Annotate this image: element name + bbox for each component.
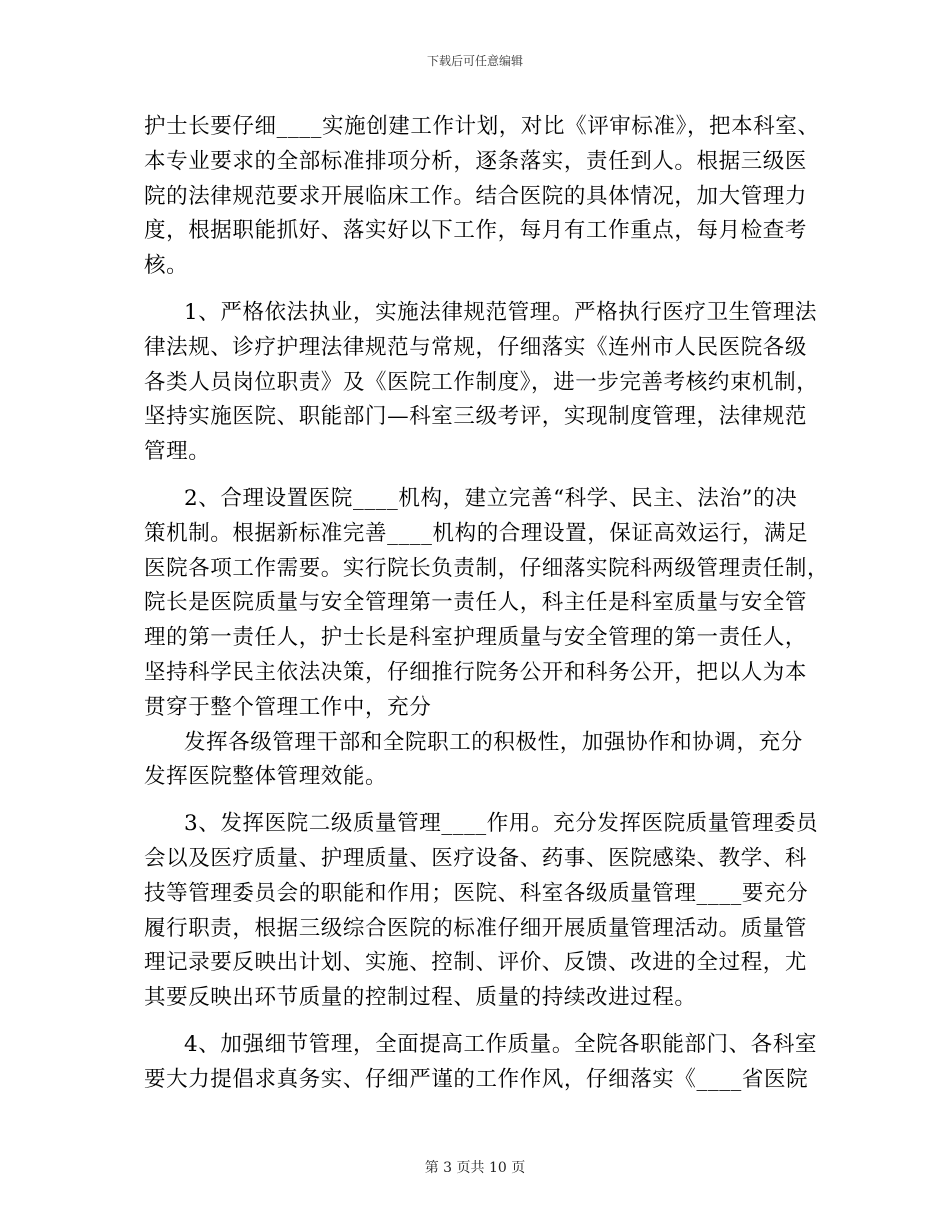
text-line: 院长是医院质量与安全管理第一责任人，科主任是科室质量与安全管 <box>144 590 808 616</box>
text-line: 护士长要仔细____实施创建工作计划，对比《评审标准》，把本科室、 <box>144 114 820 139</box>
paragraph-gap <box>144 470 806 482</box>
text-line: 2、合理设置医院____机构，建立完善“科学、民主、法治”的决 <box>184 485 798 511</box>
page-header: 下载后可任意编辑 <box>426 54 523 68</box>
text-line: 会以及医疗质量、护理质量、医疗设备、药事、医院感染、教学、科 <box>144 845 808 871</box>
text-line: 策机制。根据新标准完善____机构的合理设置，保证高效运行，满足 <box>144 520 809 546</box>
text-line: 律法规、诊疗护理法律规范与常规，仔细落实《连州市人民医院各级 <box>144 334 808 360</box>
text-line: 3、发挥医院二级质量管理____作用。充分发挥医院质量管理委员 <box>184 811 819 837</box>
text-line: 各类人员岗位职责》及《医院工作制度》，进一步完善考核约束机制， <box>144 369 819 395</box>
text-line: 坚持实施医院、职能部门—科室三级考评，实现制度管理，法律规范 <box>144 404 808 430</box>
text-line: 核。 <box>144 253 189 279</box>
text-line: 4、加强细节管理，全面提高工作质量。全院各职能部门、各科室 <box>184 1031 818 1057</box>
paragraph-gap <box>144 1016 806 1028</box>
text-line: 技等管理委员会的职能和作用；医院、科室各级质量管理____要充分 <box>144 880 809 906</box>
text-line: 院的法律规范要求开展临床工作。结合医院的具体情况，加大管理力 <box>144 183 808 209</box>
page-footer: 第 3 页共 10 页 <box>424 1160 526 1176</box>
text-line: 管理。 <box>144 439 211 465</box>
text-line: 发挥各级管理干部和全院职工的积极性，加强协作和协调，充分 <box>184 729 803 755</box>
paragraph-gap <box>144 795 806 807</box>
text-line: 理的第一责任人，护士长是科室护理质量与安全管理的第一责任人， <box>144 625 808 651</box>
text-line: 理记录要反映出计划、实施、控制、评价、反馈、改进的全过程，尤 <box>144 950 808 976</box>
document-body <box>144 110 830 1098</box>
text-line: 其要反映出环节质量的控制过程、质量的持续改进过程。 <box>144 985 697 1011</box>
text-line: 要大力提倡求真务实、仔细严谨的工作作风，仔细落实《____省医院 <box>144 1066 809 1092</box>
paragraph-gap <box>144 284 806 296</box>
text-line: 度，根据职能抓好、落实好以下工作，每月有工作重点，每月检查考 <box>144 218 808 244</box>
text-line: 履行职责，根据三级综合医院的标准仔细开展质量管理活动。质量管 <box>144 915 808 941</box>
text-line: 1、严格依法执业，实施法律规范管理。严格执行医疗卫生管理法 <box>184 299 818 325</box>
text-line: 坚持科学民主依法决策，仔细推行院务公开和科务公开，把以人为本 <box>144 659 808 685</box>
text-line: 本专业要求的全部标准排项分析，逐条落实，责任到人。根据三级医 <box>144 148 808 174</box>
text-line: 贯穿于整个管理工作中，充分 <box>144 694 432 720</box>
text-line: 医院各项工作需要。实行院长负责制，仔细落实院科两级管理责任制， <box>144 555 830 581</box>
text-line: 发挥医院整体管理效能。 <box>144 764 388 790</box>
